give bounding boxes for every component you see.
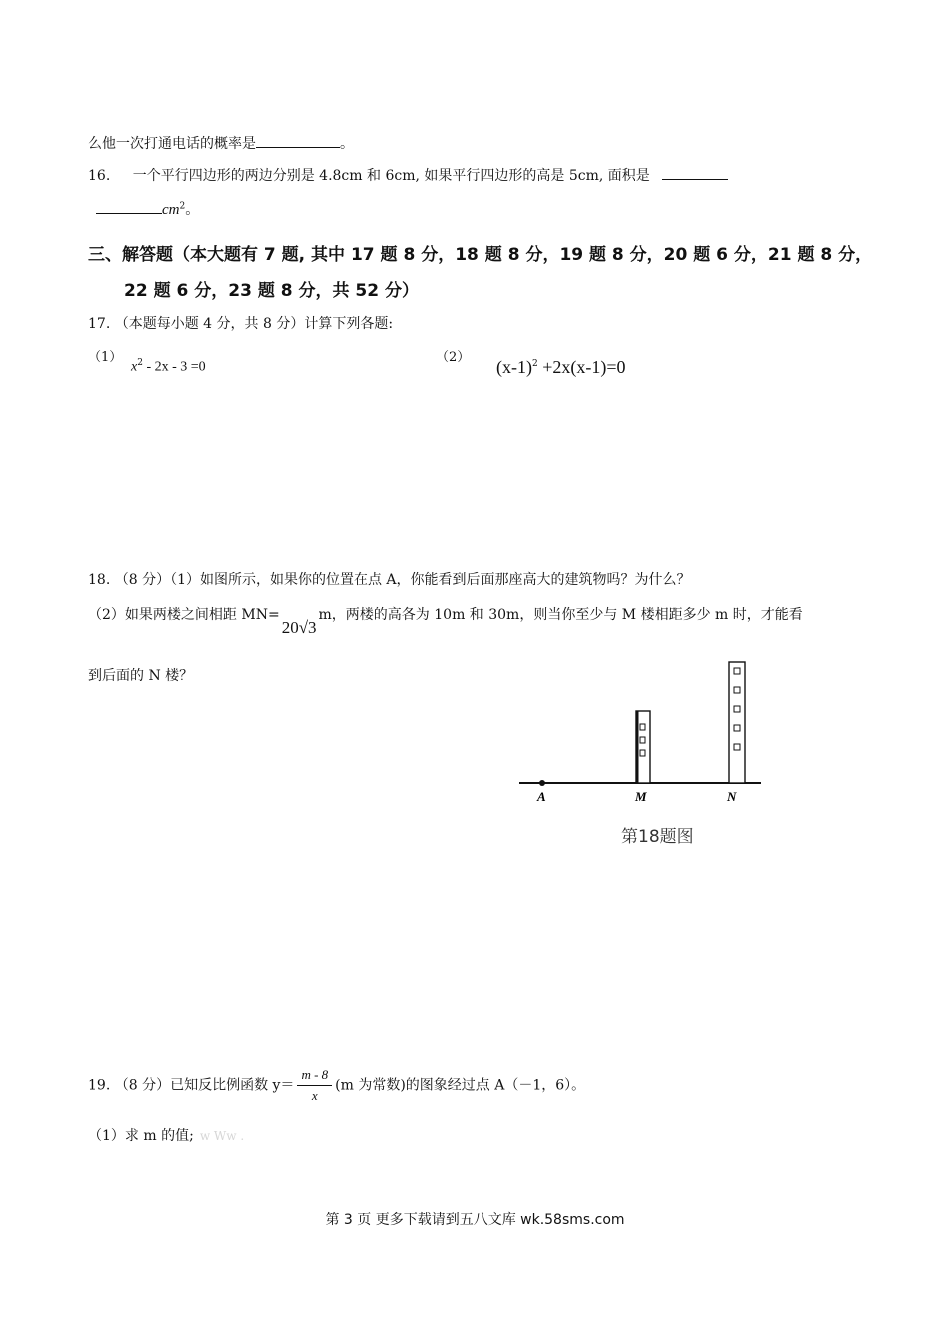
section-heading-line2: 22 题 6 分，23 题 8 分，共 52 分）: [124, 281, 419, 301]
building-n: [729, 662, 745, 783]
q18-line2-a: （2）如果两楼之间相距 MN=: [88, 607, 280, 623]
figure-caption: 第18题图: [621, 827, 694, 847]
q18-line1: 18. （8 分）（1）如图所示，如果你的位置在点 A，你能看到后面那座高大的建筑物吗？为什么？: [88, 572, 691, 588]
q19-line1-a: 19. （8 分）已知反比例函数 y＝: [88, 1077, 295, 1094]
eq-part-a: (x-1): [496, 357, 532, 377]
q18-figure: [515, 655, 775, 855]
label-n: N: [727, 789, 737, 804]
q15-end: 。: [340, 136, 354, 152]
q16-line: [88, 165, 728, 185]
q16-end: 。: [185, 202, 200, 218]
q19-part1-text: （1）求 m 的值;: [88, 1128, 194, 1144]
q16-unit: cm: [162, 202, 180, 218]
q16-line2: [96, 199, 199, 219]
answer-blank: [96, 199, 162, 214]
q17-header: 17. （本题每小题 4 分，共 8 分）计算下列各题:: [88, 316, 394, 332]
answer-blank: [256, 133, 340, 148]
q17-part1-label: （1）: [88, 350, 123, 365]
eq-part-b: +2x(x-1)=0: [537, 357, 626, 377]
eq-var: x: [131, 359, 138, 375]
q15-tail-line: [88, 133, 354, 153]
q19-line1: [88, 1067, 585, 1104]
q18-line2: [88, 604, 803, 637]
q16-number: 16.: [88, 168, 111, 184]
q16-text: 一个平行四边形的两边分别是 4.8cm 和 6cm, 如果平行四边形的高是 5cm, 面积是: [132, 168, 650, 184]
q17-part1-equation: [131, 358, 206, 376]
q18-line2-b: m，两楼的高各为 10m 和 30m，则当你至少与 M 楼相距多少 m 时，才能看: [318, 607, 803, 623]
q19-part1: [88, 1125, 244, 1145]
eq-rest: - 2x - 3 =0: [142, 359, 206, 375]
page-footer: 第 3 页 更多下载请到五八文库 wk.58sms.com: [325, 1212, 625, 1228]
q19-fraction: [297, 1067, 332, 1104]
answer-blank: [662, 165, 728, 180]
q19-line1-b: (m 为常数)的图象经过点 A（－1，6）。: [335, 1077, 586, 1094]
point-a-dot: [539, 780, 545, 786]
eq-exp: 2: [137, 358, 143, 368]
label-a: A: [537, 789, 546, 804]
eq-exp: 2: [531, 359, 538, 369]
label-m: M: [635, 789, 647, 804]
q15-text: 么他一次打通电话的概率是: [88, 136, 256, 152]
fraction-numerator: m - 8: [297, 1067, 332, 1086]
q17-part2-label: （2）: [436, 350, 471, 365]
q18-formula: 20√3: [281, 618, 317, 637]
section-heading-line1: 三、解答题（本大题有 7 题, 其中 17 题 8 分，18 题 8 分，19 题 8 分，20 题 6 分，21 题 8 分，: [88, 245, 873, 265]
q17-part2-equation: [496, 357, 626, 378]
q18-line3: 到后面的 N 楼？: [88, 668, 194, 684]
q16-unit-exp: 2: [179, 201, 186, 212]
fraction-denominator: x: [311, 1088, 318, 1103]
watermark-text: w Ww .: [199, 1129, 245, 1143]
